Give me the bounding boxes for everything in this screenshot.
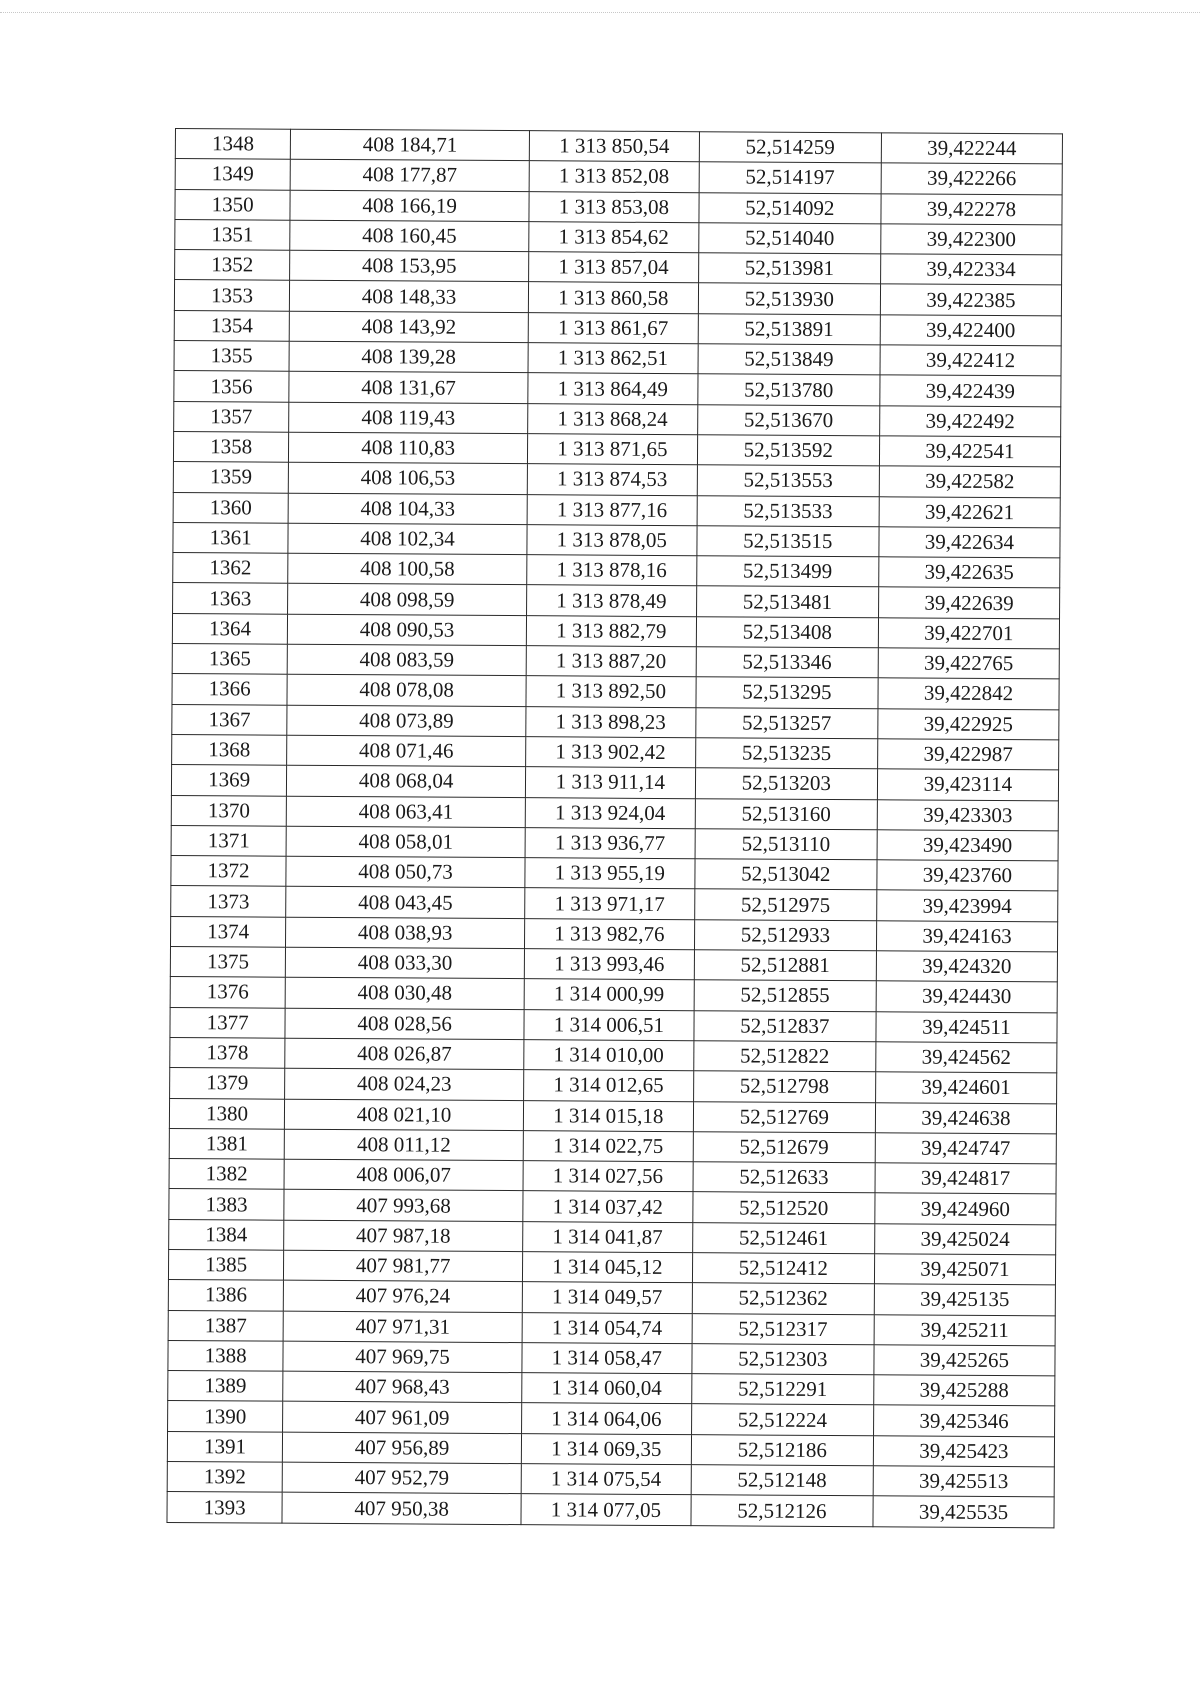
latitude-cell: 52,513346 — [696, 647, 878, 678]
y-coordinate-cell: 1 313 850,54 — [529, 131, 699, 162]
latitude-cell: 52,513160 — [695, 798, 877, 829]
y-coordinate-cell: 1 314 077,05 — [521, 1494, 691, 1525]
point-number-cell: 1364 — [172, 613, 287, 644]
longitude-cell: 39,422621 — [879, 496, 1060, 527]
longitude-cell: 39,425265 — [874, 1345, 1055, 1376]
y-coordinate-cell: 1 313 887,20 — [526, 646, 696, 677]
longitude-cell: 39,425024 — [874, 1223, 1055, 1254]
latitude-cell: 52,513670 — [697, 404, 879, 435]
point-number-cell: 1357 — [174, 401, 289, 432]
latitude-cell: 52,513257 — [696, 707, 878, 738]
latitude-cell: 52,513891 — [698, 313, 880, 344]
y-coordinate-cell: 1 313 878,49 — [526, 585, 696, 616]
point-number-cell: 1392 — [167, 1462, 282, 1493]
latitude-cell: 52,513553 — [697, 465, 879, 496]
point-number-cell: 1390 — [168, 1401, 283, 1432]
latitude-cell: 52,512881 — [694, 950, 876, 981]
longitude-cell: 39,425071 — [874, 1254, 1055, 1285]
y-coordinate-cell: 1 313 871,65 — [527, 434, 697, 465]
x-coordinate-cell: 408 083,59 — [287, 644, 526, 676]
x-coordinate-cell: 408 078,08 — [287, 675, 526, 707]
point-number-cell: 1351 — [175, 219, 290, 250]
x-coordinate-cell: 408 131,67 — [289, 372, 528, 404]
longitude-cell: 39,424163 — [876, 921, 1057, 952]
latitude-cell: 52,513981 — [698, 253, 880, 284]
x-coordinate-cell: 408 139,28 — [289, 341, 528, 373]
x-coordinate-cell: 408 143,92 — [289, 311, 528, 343]
longitude-cell: 39,423114 — [877, 769, 1058, 800]
x-coordinate-cell: 407 969,75 — [283, 1341, 522, 1373]
latitude-cell: 52,512362 — [692, 1283, 874, 1314]
y-coordinate-cell: 1 313 924,04 — [525, 797, 695, 828]
x-coordinate-cell: 407 976,24 — [284, 1280, 523, 1312]
y-coordinate-cell: 1 314 060,04 — [522, 1373, 692, 1404]
longitude-cell: 39,424960 — [875, 1193, 1056, 1224]
y-coordinate-cell: 1 313 877,16 — [527, 494, 697, 525]
latitude-cell: 52,513110 — [695, 829, 877, 860]
longitude-cell: 39,423303 — [877, 799, 1058, 830]
latitude-cell: 52,512769 — [693, 1101, 875, 1132]
y-coordinate-cell: 1 313 911,14 — [525, 767, 695, 798]
y-coordinate-cell: 1 314 054,74 — [522, 1312, 692, 1343]
y-coordinate-cell: 1 314 049,57 — [522, 1282, 692, 1313]
longitude-cell: 39,422639 — [878, 587, 1059, 618]
y-coordinate-cell: 1 314 010,00 — [524, 1040, 694, 1071]
point-number-cell: 1376 — [170, 977, 285, 1008]
point-number-cell: 1369 — [171, 765, 286, 796]
point-number-cell: 1374 — [171, 916, 286, 947]
y-coordinate-cell: 1 313 854,62 — [529, 222, 699, 253]
longitude-cell: 39,424511 — [876, 1011, 1057, 1042]
longitude-cell: 39,425346 — [873, 1405, 1054, 1436]
point-number-cell: 1367 — [172, 704, 287, 735]
point-number-cell: 1368 — [172, 734, 287, 765]
y-coordinate-cell: 1 314 069,35 — [521, 1433, 691, 1464]
latitude-cell: 52,512822 — [693, 1041, 875, 1072]
x-coordinate-cell: 408 021,10 — [285, 1099, 524, 1131]
latitude-cell: 52,512798 — [693, 1071, 875, 1102]
y-coordinate-cell: 1 314 027,56 — [523, 1161, 693, 1192]
point-number-cell: 1389 — [168, 1371, 283, 1402]
x-coordinate-cell: 407 993,68 — [284, 1190, 523, 1222]
longitude-cell: 39,425211 — [874, 1314, 1055, 1345]
table-row — [167, 1492, 1054, 1528]
longitude-cell: 39,422412 — [880, 345, 1061, 376]
latitude-cell: 52,513481 — [696, 586, 878, 617]
point-number-cell: 1362 — [173, 553, 288, 584]
latitude-cell: 52,513849 — [698, 344, 880, 375]
longitude-cell: 39,424430 — [876, 981, 1057, 1012]
y-coordinate-cell: 1 313 862,51 — [528, 343, 698, 374]
y-coordinate-cell: 1 313 936,77 — [525, 827, 695, 858]
y-coordinate-cell: 1 313 852,08 — [529, 161, 699, 192]
point-number-cell: 1385 — [168, 1249, 283, 1280]
x-coordinate-cell: 408 011,12 — [284, 1129, 523, 1161]
latitude-cell: 52,512412 — [692, 1253, 874, 1284]
y-coordinate-cell: 1 313 857,04 — [529, 252, 699, 283]
x-coordinate-cell: 408 024,23 — [285, 1068, 524, 1100]
longitude-cell: 39,422701 — [878, 618, 1059, 649]
x-coordinate-cell: 407 981,77 — [284, 1250, 523, 1282]
latitude-cell: 52,513499 — [696, 556, 878, 587]
longitude-cell: 39,425423 — [873, 1436, 1054, 1467]
y-coordinate-cell: 1 314 015,18 — [523, 1100, 693, 1131]
x-coordinate-cell: 408 050,73 — [286, 856, 525, 888]
latitude-cell: 52,514040 — [698, 223, 880, 254]
latitude-cell: 52,512837 — [694, 1010, 876, 1041]
point-number-cell: 1378 — [170, 1037, 285, 1068]
x-coordinate-cell: 408 033,30 — [286, 947, 525, 979]
point-number-cell: 1363 — [173, 583, 288, 614]
longitude-cell: 39,422765 — [878, 648, 1059, 679]
latitude-cell: 52,512679 — [693, 1131, 875, 1162]
latitude-cell: 52,512126 — [691, 1495, 873, 1526]
point-number-cell: 1358 — [173, 431, 288, 462]
x-coordinate-cell: 408 028,56 — [285, 1008, 524, 1040]
x-coordinate-cell: 408 110,83 — [289, 432, 528, 464]
longitude-cell: 39,424562 — [876, 1042, 1057, 1073]
latitude-cell: 52,513295 — [696, 677, 878, 708]
y-coordinate-cell: 1 313 955,19 — [525, 858, 695, 889]
longitude-cell: 39,422582 — [879, 466, 1060, 497]
point-number-cell: 1371 — [171, 825, 286, 856]
x-coordinate-cell: 407 987,18 — [284, 1220, 523, 1252]
y-coordinate-cell: 1 313 853,08 — [529, 191, 699, 222]
point-number-cell: 1356 — [174, 371, 289, 402]
longitude-cell: 39,422439 — [880, 375, 1061, 406]
latitude-cell: 52,513592 — [697, 435, 879, 466]
latitude-cell: 52,513533 — [697, 495, 879, 526]
coordinates-table — [166, 128, 1063, 1528]
x-coordinate-cell: 407 952,79 — [282, 1462, 521, 1494]
longitude-cell: 39,422300 — [881, 224, 1062, 255]
latitude-cell: 52,514197 — [699, 162, 881, 193]
x-coordinate-cell: 408 030,48 — [285, 978, 524, 1010]
scan-edge-line — [0, 12, 1200, 13]
y-coordinate-cell: 1 313 860,58 — [528, 282, 698, 313]
point-number-cell: 1388 — [168, 1340, 283, 1371]
point-number-cell: 1391 — [167, 1431, 282, 1462]
longitude-cell: 39,422278 — [881, 193, 1062, 224]
point-number-cell: 1348 — [175, 129, 290, 160]
x-coordinate-cell: 408 090,53 — [288, 614, 527, 646]
x-coordinate-cell: 408 038,93 — [286, 917, 525, 949]
longitude-cell: 39,424747 — [875, 1133, 1056, 1164]
point-number-cell: 1354 — [174, 310, 289, 341]
y-coordinate-cell: 1 314 022,75 — [523, 1130, 693, 1161]
longitude-cell: 39,424601 — [875, 1072, 1056, 1103]
point-number-cell: 1386 — [168, 1280, 283, 1311]
x-coordinate-cell: 408 148,33 — [290, 281, 529, 313]
x-coordinate-cell: 407 968,43 — [283, 1371, 522, 1403]
latitude-cell: 52,512461 — [692, 1222, 874, 1253]
longitude-cell: 39,425288 — [874, 1375, 1055, 1406]
point-number-cell: 1381 — [169, 1128, 284, 1159]
longitude-cell: 39,422635 — [879, 557, 1060, 588]
y-coordinate-cell: 1 314 045,12 — [522, 1252, 692, 1283]
point-number-cell: 1352 — [175, 250, 290, 281]
latitude-cell: 52,512633 — [693, 1162, 875, 1193]
latitude-cell: 52,512520 — [693, 1192, 875, 1223]
longitude-cell: 39,422492 — [879, 405, 1060, 436]
latitude-cell: 52,512303 — [692, 1344, 874, 1375]
x-coordinate-cell: 408 006,07 — [284, 1159, 523, 1191]
longitude-cell: 39,423490 — [877, 830, 1058, 861]
longitude-cell: 39,422925 — [878, 708, 1059, 739]
y-coordinate-cell: 1 314 037,42 — [523, 1191, 693, 1222]
point-number-cell: 1387 — [168, 1310, 283, 1341]
latitude-cell: 52,512291 — [691, 1374, 873, 1405]
longitude-cell: 39,425513 — [873, 1466, 1054, 1497]
point-number-cell: 1366 — [172, 674, 287, 705]
latitude-cell: 52,513235 — [695, 738, 877, 769]
y-coordinate-cell: 1 314 006,51 — [524, 1009, 694, 1040]
x-coordinate-cell: 408 058,01 — [286, 826, 525, 858]
x-coordinate-cell: 408 106,53 — [289, 462, 528, 494]
latitude-cell: 52,513930 — [698, 283, 880, 314]
latitude-cell: 52,513203 — [695, 768, 877, 799]
point-number-cell: 1353 — [174, 280, 289, 311]
latitude-cell: 52,514092 — [699, 192, 881, 223]
y-coordinate-cell: 1 313 878,16 — [527, 555, 697, 586]
y-coordinate-cell: 1 313 861,67 — [528, 312, 698, 343]
longitude-cell: 39,424817 — [875, 1163, 1056, 1194]
point-number-cell: 1360 — [173, 492, 288, 523]
point-number-cell: 1370 — [171, 795, 286, 826]
point-number-cell: 1350 — [175, 189, 290, 220]
y-coordinate-cell: 1 313 993,46 — [524, 949, 694, 980]
point-number-cell: 1361 — [173, 522, 288, 553]
longitude-cell: 39,422842 — [878, 678, 1059, 709]
point-number-cell: 1379 — [170, 1068, 285, 1099]
x-coordinate-cell: 408 073,89 — [287, 705, 526, 737]
longitude-cell: 39,423994 — [877, 890, 1058, 921]
longitude-cell: 39,422385 — [880, 284, 1061, 315]
latitude-cell: 52,512186 — [691, 1434, 873, 1465]
y-coordinate-cell: 1 313 898,23 — [526, 706, 696, 737]
latitude-cell: 52,514259 — [699, 132, 881, 163]
x-coordinate-cell: 407 956,89 — [283, 1432, 522, 1464]
point-number-cell: 1372 — [171, 856, 286, 887]
point-number-cell: 1383 — [169, 1189, 284, 1220]
y-coordinate-cell: 1 313 892,50 — [526, 676, 696, 707]
y-coordinate-cell: 1 313 874,53 — [527, 464, 697, 495]
point-number-cell: 1384 — [169, 1219, 284, 1250]
y-coordinate-cell: 1 313 878,05 — [527, 525, 697, 556]
latitude-cell: 52,512148 — [691, 1465, 873, 1496]
y-coordinate-cell: 1 314 064,06 — [521, 1403, 691, 1434]
point-number-cell: 1355 — [174, 341, 289, 372]
longitude-cell: 39,422634 — [879, 527, 1060, 558]
x-coordinate-cell: 408 043,45 — [286, 887, 525, 919]
latitude-cell: 52,513780 — [698, 374, 880, 405]
latitude-cell: 52,513515 — [697, 526, 879, 557]
x-coordinate-cell: 408 068,04 — [287, 765, 526, 797]
latitude-cell: 52,512933 — [694, 919, 876, 950]
longitude-cell: 39,423760 — [877, 860, 1058, 891]
point-number-cell: 1375 — [170, 947, 285, 978]
longitude-cell: 39,424638 — [875, 1102, 1056, 1133]
x-coordinate-cell: 408 104,33 — [288, 493, 527, 525]
point-number-cell: 1377 — [170, 1007, 285, 1038]
y-coordinate-cell: 1 314 000,99 — [524, 979, 694, 1010]
x-coordinate-cell: 408 026,87 — [285, 1038, 524, 1070]
point-number-cell: 1349 — [175, 159, 290, 190]
x-coordinate-cell: 408 166,19 — [290, 190, 529, 222]
latitude-cell: 52,512317 — [692, 1313, 874, 1344]
y-coordinate-cell: 1 313 868,24 — [528, 403, 698, 434]
x-coordinate-cell: 408 119,43 — [289, 402, 528, 434]
point-number-cell: 1359 — [173, 462, 288, 493]
x-coordinate-cell: 408 063,41 — [286, 796, 525, 828]
longitude-cell: 39,422400 — [880, 315, 1061, 346]
latitude-cell: 52,512975 — [694, 889, 876, 920]
y-coordinate-cell: 1 314 058,47 — [522, 1343, 692, 1374]
y-coordinate-cell: 1 313 971,17 — [525, 888, 695, 919]
longitude-cell: 39,425135 — [874, 1284, 1055, 1315]
y-coordinate-cell: 1 314 012,65 — [524, 1070, 694, 1101]
longitude-cell: 39,422987 — [877, 739, 1058, 770]
coordinates-table-body — [167, 129, 1062, 1528]
latitude-cell: 52,513408 — [696, 616, 878, 647]
x-coordinate-cell: 408 071,46 — [287, 735, 526, 767]
longitude-cell: 39,422266 — [881, 163, 1062, 194]
x-coordinate-cell: 407 950,38 — [282, 1493, 521, 1525]
x-coordinate-cell: 407 961,09 — [283, 1402, 522, 1434]
y-coordinate-cell: 1 314 075,54 — [521, 1464, 691, 1495]
point-number-cell: 1365 — [172, 644, 287, 675]
longitude-cell: 39,422244 — [881, 133, 1062, 164]
point-number-cell: 1373 — [171, 886, 286, 917]
x-coordinate-cell: 408 098,59 — [288, 584, 527, 616]
y-coordinate-cell: 1 313 902,42 — [526, 737, 696, 768]
latitude-cell: 52,512224 — [691, 1404, 873, 1435]
latitude-cell: 52,513042 — [695, 859, 877, 890]
longitude-cell: 39,422334 — [880, 254, 1061, 285]
x-coordinate-cell: 408 177,87 — [290, 160, 529, 192]
y-coordinate-cell: 1 313 982,76 — [524, 918, 694, 949]
point-number-cell: 1380 — [169, 1098, 284, 1129]
y-coordinate-cell: 1 313 882,79 — [526, 615, 696, 646]
x-coordinate-cell: 407 971,31 — [283, 1311, 522, 1343]
longitude-cell: 39,424320 — [876, 951, 1057, 982]
x-coordinate-cell: 408 153,95 — [290, 250, 529, 282]
x-coordinate-cell: 408 102,34 — [288, 523, 527, 555]
y-coordinate-cell: 1 314 041,87 — [523, 1221, 693, 1252]
y-coordinate-cell: 1 313 864,49 — [528, 373, 698, 404]
point-number-cell: 1382 — [169, 1159, 284, 1190]
latitude-cell: 52,512855 — [694, 980, 876, 1011]
point-number-cell: 1393 — [167, 1492, 282, 1523]
longitude-cell: 39,422541 — [879, 436, 1060, 467]
x-coordinate-cell: 408 184,71 — [291, 129, 530, 161]
x-coordinate-cell: 408 100,58 — [288, 553, 527, 585]
x-coordinate-cell: 408 160,45 — [290, 220, 529, 252]
longitude-cell: 39,425535 — [873, 1496, 1054, 1527]
